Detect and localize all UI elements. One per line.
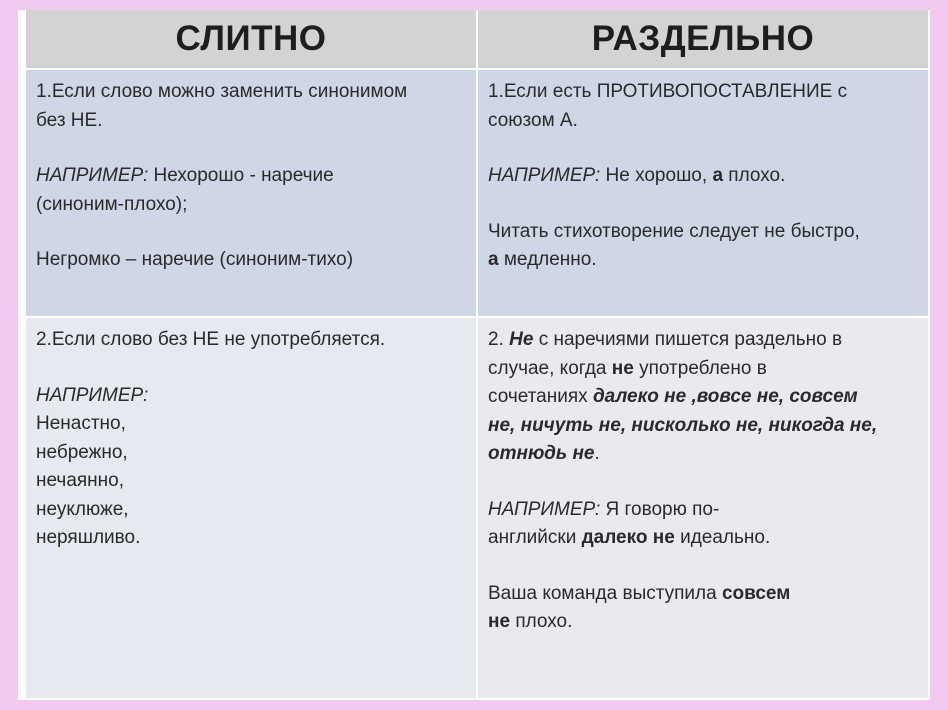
example-word: нечаянно, <box>36 470 125 491</box>
example-text: Негромко – наречие (синоним-тихо) <box>36 249 354 270</box>
example-word: неуклюже, <box>36 498 129 520</box>
example-text: НАПРИМЕР: Я говорю по- <box>488 498 720 520</box>
example-text: а медленно. <box>488 249 597 270</box>
example-text: не плохо. <box>488 611 573 632</box>
rule-text: отнюдь не. <box>488 443 600 464</box>
example-text: НАПРИМЕР: Нехорошо - наречие <box>36 165 334 186</box>
example-text: английски далеко не идеально. <box>488 527 771 548</box>
example-label: НАПРИМЕР: <box>36 384 149 406</box>
rule-text: 1.Если есть ПРОТИВОПОСТАВЛЕНИЕ с <box>488 81 848 102</box>
example-word: Ненастно, <box>36 413 126 434</box>
example-label: НАПРИМЕР: <box>488 165 601 186</box>
example-word: небрежно, <box>36 441 128 463</box>
rule-text: 2. Не с наречиями пишется раздельно в <box>488 329 843 350</box>
rule-text: 1.Если слово можно заменить синонимом <box>36 81 408 102</box>
header-together-label: СЛИТНО <box>175 19 327 58</box>
example-word: неряшливо. <box>36 527 141 548</box>
slide <box>18 10 930 700</box>
example-text: НАПРИМЕР: Не хорошо, а плохо. <box>488 165 786 186</box>
header-separately-label: РАЗДЕЛЬНО <box>591 19 815 58</box>
cell-separately-rule2 <box>478 318 930 700</box>
example-text: Читать стихотворение следует не быстро, <box>488 220 860 242</box>
rule-text: 2.Если слово без НЕ не употребляется. <box>36 329 386 350</box>
rules-table <box>26 10 930 700</box>
rule-text: без НЕ. <box>36 109 103 131</box>
rule-text: сочетаниях далеко не ,вовсе не, совсем <box>488 386 858 407</box>
example-label: НАПРИМЕР: <box>36 165 149 186</box>
cell-separately-rule1 <box>478 70 930 318</box>
cell-together-rule2 <box>26 318 478 700</box>
header-together <box>26 10 478 70</box>
example-text: (синоним-плохо); <box>36 193 188 215</box>
header-separately <box>478 10 930 70</box>
cell-together-rule1 <box>26 70 478 318</box>
example-label: НАПРИМЕР: <box>488 498 601 520</box>
rule-text: не, ничуть не, нисколько не, никогда не, <box>488 414 878 436</box>
example-text: Ваша команда выступила совсем <box>488 582 791 604</box>
rule-text: союзом А. <box>488 109 578 131</box>
rule-text: случае, когда не употреблено в <box>488 357 767 379</box>
